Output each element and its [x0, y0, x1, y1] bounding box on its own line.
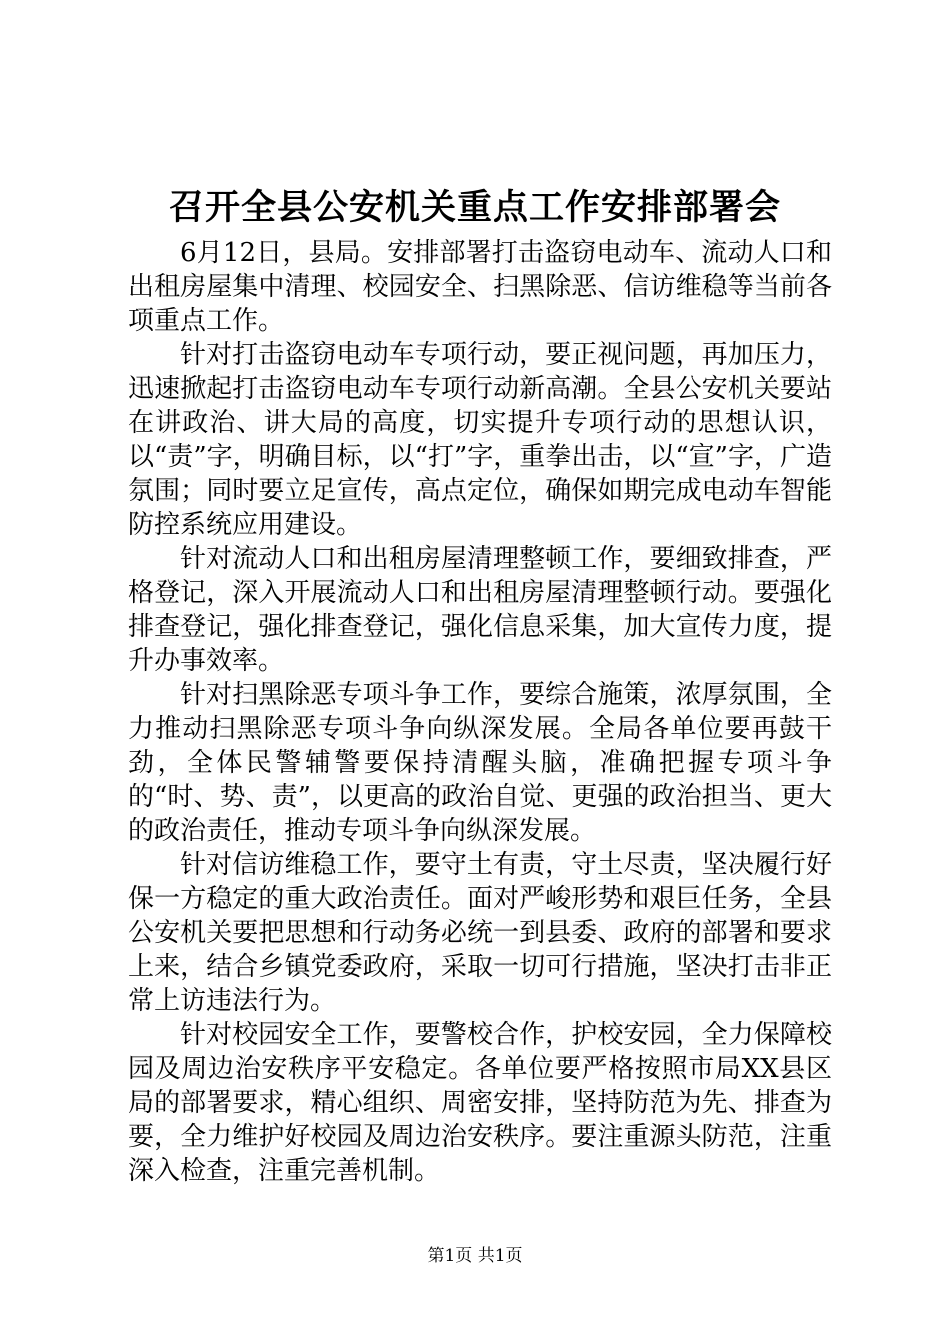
paragraph: 针对流动人口和出租房屋清理整顿工作，要细致排查，严格登记，深入开展流动人口和出租房屋清理整顿行动。要强化排查登记，强化排查登记，强化信息采集，加大宣传力度，提升办事效率。	[128, 544, 832, 676]
document-title: 召开全县公安机关重点工作安排部署会	[168, 187, 781, 228]
page-footer: 第1页 共1页	[427, 1246, 523, 1266]
paragraph: 针对打击盗窃电动车专项行动，要正视问题，再加压力，迅速掀起打击盗窃电动车专项行动新高潮。全县公安机关要站在讲政治、讲大局的高度，切实提升专项行动的思想认识，以“责”字，明确目标，以“打”字，重拳出击，以“宣”字，广造氛围；同时要立足宣传，高点定位，确保如期完成电动车智能防控系统应用建设。	[128, 340, 832, 540]
paragraph: 针对校园安全工作，要警校合作，护校安园，全力保障校园及周边治安秩序平安稳定。各单位要严格按照市局XX县区局的部署要求，精心组织、周密安排，坚持防范为先、排查为要，全力维护好校园及周边治安秩序。要注重源头防范，注重深入检查，注重完善机制。	[128, 1020, 832, 1186]
paragraph: 针对信访维稳工作，要守土有责，守土尽责，坚决履行好保一方稳定的重大政治责任。面对严峻形势和艰巨任务，全县公安机关要把思想和行动务必统一到县委、政府的部署和要求上来，结合乡镇党委政府，采取一切可行措施，坚决打击非正常上访违法行为。	[128, 850, 832, 1016]
document-body	[128, 236, 832, 1188]
paragraph: 6月12日，县局。安排部署打击盗窃电动车、流动人口和出租房屋集中清理、校园安全、扫黑除恶、信访维稳等当前各项重点工作。	[128, 238, 832, 336]
paragraph: 针对扫黑除恶专项斗争工作，要综合施策，浓厚氛围，全力推动扫黑除恶专项斗争向纵深发展。全局各单位要再鼓干劲，全体民警辅警要保持清醒头脑，准确把握专项斗争的“时、势、责”，以更高的政治自觉、更强的政治担当、更大的政治责任，推动专项斗争向纵深发展。	[128, 680, 832, 846]
